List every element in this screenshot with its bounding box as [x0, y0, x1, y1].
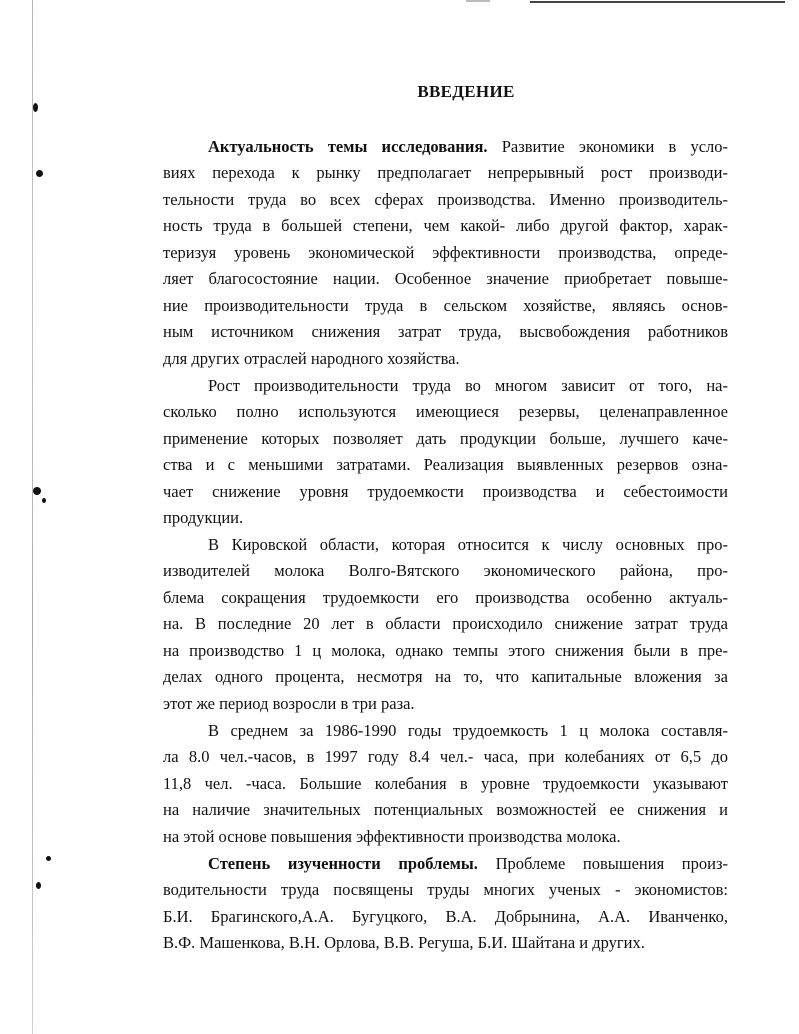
- section-heading: Степень изученности проблемы.: [208, 854, 478, 873]
- scan-mark: [42, 498, 46, 503]
- text-line: [163, 213, 728, 239]
- text-line: [163, 824, 728, 850]
- line-text: на производство 1 ц молока, однако темпы этого снижения были в пре-: [163, 641, 728, 660]
- text-line: [163, 877, 728, 903]
- text-line: [163, 160, 728, 186]
- line-text: 11,8 чел. -часа. Большие колебания в уровне трудоемкости указывают: [163, 774, 728, 793]
- line-text: изводителей молока Волго-Вятского экономического района, про-: [163, 561, 728, 580]
- scan-top-line: [530, 1, 785, 3]
- line-text: применение которых позволяет дать продукции больше, лучшего каче-: [163, 429, 728, 448]
- text-line: [163, 744, 728, 770]
- line-text: ства и с меньшими затратами. Реализация выявленных резервов озна-: [163, 455, 728, 474]
- text-line: [208, 851, 728, 877]
- line-text: виях перехода к рынку предполагает непрерывный рост производи-: [163, 163, 728, 182]
- section-heading: Актуальность темы исследования.: [208, 137, 488, 156]
- text-line: [163, 797, 728, 823]
- line-text: ность труда в большей степени, чем какой- либо другой фактор, харак-: [163, 216, 728, 235]
- scan-mark: [33, 487, 41, 495]
- text-line: [163, 664, 728, 690]
- line-text: ным источником снижения затрат труда, высвобождения работников: [163, 322, 728, 341]
- line-text: теризуя уровень экономической эффективности производства, опреде-: [163, 243, 728, 262]
- text-line: [163, 187, 728, 213]
- text-line: [163, 505, 728, 531]
- text-line: [163, 771, 728, 797]
- text-line: [163, 346, 728, 372]
- text-line: [163, 399, 728, 425]
- text-line: [163, 240, 728, 266]
- line-text: ние производительности труда в сельском хозяйстве, являясь основ-: [163, 296, 728, 315]
- line-text: В Кировской области, которая относится к числу основных про-: [208, 535, 728, 554]
- line-text: Развитие экономики в усло-: [487, 137, 729, 156]
- page-title: ВВЕДЕНИЕ: [417, 82, 515, 101]
- text-line: [208, 718, 728, 744]
- scan-mark: [36, 170, 43, 177]
- line-text: ла 8.0 чел.-часов, в 1997 году 8.4 чел.- часа, при колебаниях от 6,5 до: [163, 747, 728, 766]
- text-line: [163, 479, 728, 505]
- text-line: [163, 293, 728, 319]
- line-text: делах одного процента, несмотря на то, что капитальные вложения за: [163, 667, 728, 686]
- text-line: [163, 558, 728, 584]
- line-text: Б.И. Брагинского,А.А. Бугуцкого, В.А. Добрынина, А.А. Иванченко,: [163, 907, 728, 926]
- line-text: Проблеме повышения произ-: [477, 854, 728, 873]
- line-text: блема сокращения трудоемкости его производства особенно актуаль-: [163, 588, 728, 607]
- line-text: этот же период возросли в три раза.: [163, 694, 415, 713]
- scan-mark: [33, 103, 38, 112]
- text-line: [163, 426, 728, 452]
- line-text: сколько полно используются имеющиеся резервы, целенаправленное: [163, 402, 728, 421]
- scan-edge-line: [32, 0, 33, 1034]
- text-line: [208, 373, 728, 399]
- text-line: [163, 691, 728, 717]
- line-text: на наличие значительных потенциальных возможностей ее снижения и: [163, 800, 728, 819]
- text-line: [163, 930, 728, 956]
- line-text: ляет благосостояние нации. Особенное значение приобретает повыше-: [163, 269, 728, 288]
- text-line: [163, 319, 728, 345]
- line-text: на. В последние 20 лет в области происходило снижение затрат труда: [163, 614, 728, 633]
- line-text: тельности труда во всех сферах производства. Именно производитель-: [163, 190, 728, 209]
- text-line: [163, 452, 728, 478]
- scan-mark: [36, 882, 41, 889]
- line-text: В среднем за 1986-1990 годы трудоемкость 1 ц молока составля-: [208, 721, 728, 740]
- line-text: чает снижение уровня трудоемкости производства и себестоимости: [163, 482, 728, 501]
- text-line: [163, 611, 728, 637]
- scan-mark: [46, 856, 51, 861]
- line-text: Рост производительности труда во многом зависит от того, на-: [208, 376, 728, 395]
- text-line: [208, 134, 728, 160]
- line-text: водительности труда посвящены труды многих ученых - экономистов:: [163, 880, 728, 899]
- text-line: [208, 532, 728, 558]
- line-text: продукции.: [163, 508, 244, 527]
- line-text: для других отраслей народного хозяйства.: [163, 349, 460, 368]
- text-line: [163, 585, 728, 611]
- text-line: [163, 904, 728, 930]
- text-line: [163, 638, 728, 664]
- scan-artifact: [466, 0, 490, 2]
- text-line: [163, 266, 728, 292]
- line-text: В.Ф. Машенкова, В.Н. Орлова, В.В. Регуша, Б.И. Шайтана и других.: [163, 933, 645, 952]
- line-text: на этой основе повышения эффективности производства молока.: [163, 827, 621, 846]
